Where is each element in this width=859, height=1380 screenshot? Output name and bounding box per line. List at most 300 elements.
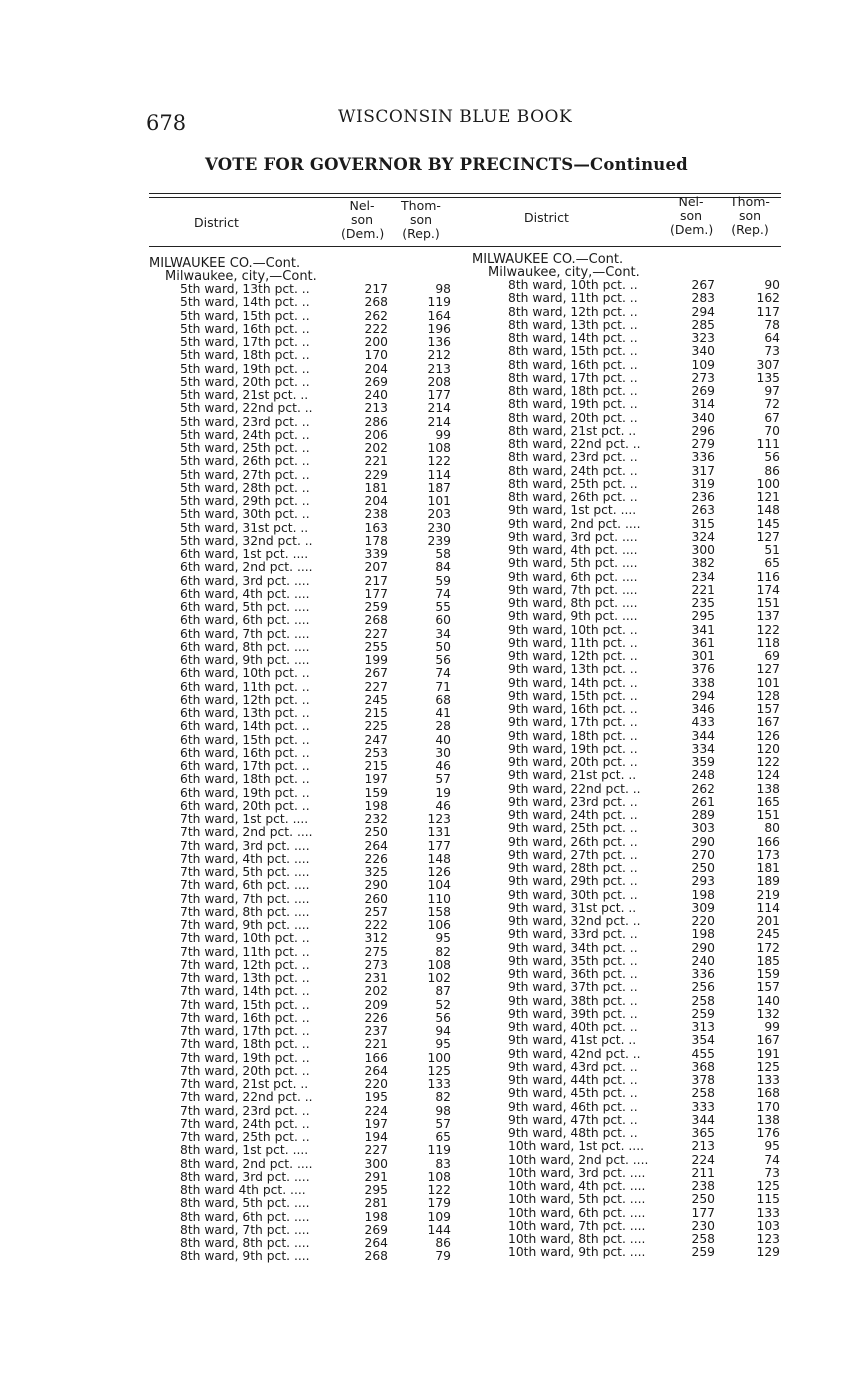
precinct-name: 9th ward, 4th pct. ....	[508, 543, 638, 557]
precinct-name: 7th ward, 7th pct. ....	[180, 891, 310, 906]
precinct-name: 8th ward, 3rd pct. ....	[180, 1169, 310, 1184]
table-row	[472, 769, 788, 782]
precinct-name: 7th ward, 17th pct. ..	[180, 1024, 310, 1038]
thomson-rep-votes: 126	[427, 865, 451, 879]
table-row	[149, 893, 465, 906]
nelson-dem-votes: 109	[691, 357, 715, 372]
nelson-dem-votes: 268	[364, 613, 388, 628]
nelson-dem-votes: 198	[364, 1209, 388, 1224]
precinct-name: 10th ward, 4th pct. ....	[508, 1179, 646, 1193]
table-row	[472, 663, 788, 676]
precinct-name: 9th ward, 10th pct. ..	[508, 622, 638, 637]
precinct-name: 7th ward, 2nd pct. ....	[180, 825, 313, 840]
thomson-rep-votes: 176	[756, 1126, 780, 1140]
table-row	[472, 597, 788, 610]
table-row	[472, 1034, 788, 1047]
precinct-name: 8th ward, 5th pct. ....	[180, 1196, 310, 1211]
thomson-rep-votes: 100	[427, 1050, 451, 1065]
thomson-rep-votes: 74	[435, 666, 451, 681]
table-row	[472, 968, 788, 981]
nelson-dem-votes: 267	[691, 278, 715, 292]
nelson-dem-votes: 236	[691, 490, 715, 504]
table-row	[472, 822, 788, 835]
table-row	[149, 455, 465, 468]
page-number: 678	[146, 111, 187, 135]
thomson-rep-votes: 245	[756, 927, 780, 942]
table-row	[472, 955, 788, 968]
table-row	[149, 1038, 465, 1051]
nelson-dem-votes: 341	[691, 622, 715, 637]
table-row	[149, 906, 465, 919]
thomson-rep-votes: 95	[435, 931, 451, 946]
thomson-rep-votes: 104	[427, 878, 451, 893]
thomson-rep-votes: 82	[435, 944, 451, 959]
nelson-dem-votes: 248	[691, 768, 715, 783]
table-row	[149, 614, 465, 627]
nelson-dem-votes: 199	[364, 653, 388, 667]
thomson-rep-votes: 177	[427, 838, 451, 853]
thomson-rep-votes: 52	[435, 997, 451, 1012]
nelson-dem-votes: 204	[364, 361, 388, 376]
thomson-rep-votes: 135	[756, 370, 780, 385]
nelson-dem-votes: 260	[364, 891, 388, 906]
precinct-name: 9th ward, 7th pct. ....	[508, 582, 638, 597]
precinct-name: 6th ward, 13th pct. ..	[180, 706, 310, 720]
county-heading: MILWAUKEE CO.—Cont.	[472, 252, 624, 267]
table-row	[472, 504, 788, 517]
precinct-name: 9th ward, 28th pct. ..	[508, 861, 638, 875]
thomson-rep-votes: 167	[756, 1033, 780, 1048]
thomson-rep-votes: 133	[756, 1073, 780, 1087]
table-row	[472, 584, 788, 597]
nelson-dem-votes: 267	[364, 666, 388, 681]
table-row	[149, 1025, 465, 1038]
thomson-rep-votes: 60	[435, 613, 451, 628]
thomson-rep-votes: 101	[427, 494, 451, 508]
thomson-rep-votes: 40	[435, 732, 451, 747]
nelson-dem-votes: 259	[364, 600, 388, 614]
table-row	[149, 826, 465, 839]
thomson-rep-votes: 137	[756, 609, 780, 624]
table-row	[149, 800, 465, 813]
thomson-rep-votes: 71	[435, 679, 451, 694]
nelson-dem-votes: 333	[691, 1099, 715, 1114]
precinct-name: 10th ward, 3rd pct. ....	[508, 1165, 646, 1180]
thomson-rep-votes: 177	[427, 388, 451, 402]
table-row	[149, 296, 465, 309]
precinct-name: 8th ward, 25th pct. ..	[508, 476, 638, 491]
precinct-name: 8th ward, 10th pct. ..	[508, 278, 638, 292]
table-row	[149, 336, 465, 349]
precinct-name: 6th ward, 9th pct. ....	[180, 653, 310, 667]
thomson-rep-votes: 67	[764, 410, 780, 425]
precinct-name: 7th ward, 16th pct. ..	[180, 1010, 310, 1025]
thomson-rep-votes: 179	[427, 1196, 451, 1211]
precinct-name: 8th ward, 26th pct. ..	[508, 490, 638, 504]
precinct-name: 9th ward, 21st pct. ..	[508, 768, 637, 783]
precinct-name: 8th ward, 9th pct. ....	[180, 1249, 310, 1264]
nelson-dem-votes: 339	[364, 547, 388, 561]
table-row	[149, 1171, 465, 1184]
thomson-rep-votes: 73	[764, 1165, 780, 1180]
precinct-name: 6th ward, 14th pct. ..	[180, 719, 310, 734]
thomson-rep-votes: 101	[756, 675, 780, 690]
precinct-name: 7th ward, 20th pct. ..	[180, 1063, 310, 1078]
nelson-dem-votes: 225	[364, 719, 388, 734]
nelson-dem-votes: 227	[364, 626, 388, 641]
precinct-name: 8th ward, 20th pct. ..	[508, 410, 638, 425]
thomson-rep-votes: 125	[756, 1059, 780, 1074]
table-row	[149, 1158, 465, 1171]
nelson-dem-votes: 240	[691, 953, 715, 968]
thomson-rep-votes: 164	[427, 308, 451, 323]
county-heading: MILWAUKEE CO.—Cont.	[149, 256, 301, 271]
thomson-rep-votes: 162	[756, 291, 780, 306]
nelson-dem-votes: 368	[691, 1059, 715, 1074]
precinct-name: 9th ward, 41st pct. ..	[508, 1033, 637, 1048]
thomson-rep-votes: 133	[756, 1205, 780, 1220]
thomson-rep-votes: 56	[435, 653, 451, 667]
nelson-dem-votes: 273	[691, 370, 715, 385]
header-line: (Dem.)	[670, 222, 714, 237]
thomson-rep-votes: 123	[427, 812, 451, 826]
precinct-name: 7th ward, 9th pct. ....	[180, 918, 310, 932]
nelson-dem-votes: 259	[691, 1245, 715, 1260]
thomson-rep-votes: 123	[756, 1232, 780, 1246]
nelson-dem-votes: 238	[364, 507, 388, 522]
nelson-dem-votes: 323	[691, 331, 715, 345]
table-row	[472, 1048, 788, 1061]
thomson-rep-votes: 159	[756, 967, 780, 981]
table-row	[472, 372, 788, 385]
precinct-name: 9th ward, 47th pct. ..	[508, 1112, 638, 1127]
table-row	[149, 1091, 465, 1104]
thomson-rep-votes: 119	[427, 295, 451, 310]
precinct-name: 8th ward, 14th pct. ..	[508, 331, 638, 345]
precinct-name: 5th ward, 27th pct. ..	[180, 467, 310, 482]
precinct-name: 8th ward, 22nd pct. ..	[508, 437, 641, 451]
nelson-dem-votes: 263	[691, 503, 715, 518]
thomson-rep-votes: 120	[756, 741, 780, 756]
precinct-name: 5th ward, 31st pct. ..	[180, 520, 309, 535]
nelson-dem-votes: 250	[691, 1192, 715, 1207]
table-row	[472, 491, 788, 504]
precinct-name: 9th ward, 6th pct. ....	[508, 569, 638, 584]
thomson-rep-votes: 46	[435, 759, 451, 773]
nelson-dem-votes: 232	[364, 812, 388, 826]
precinct-name: 7th ward, 23rd pct. ..	[180, 1103, 310, 1118]
header-line: (Rep.)	[731, 222, 769, 237]
nelson-dem-votes: 222	[364, 918, 388, 932]
nelson-dem-votes: 198	[691, 887, 715, 902]
precinct-name: 10th ward, 9th pct. ....	[508, 1245, 646, 1260]
precinct-name: 7th ward, 25th pct. ..	[180, 1130, 310, 1144]
precinct-name: 8th ward, 1st pct. ....	[180, 1143, 309, 1158]
nelson-dem-votes: 319	[691, 476, 715, 491]
table-row	[472, 292, 788, 305]
table-row	[472, 359, 788, 372]
table-row	[472, 319, 788, 332]
nelson-dem-votes: 237	[364, 1024, 388, 1038]
thomson-rep-votes: 129	[756, 1245, 780, 1260]
nelson-dem-votes: 221	[691, 582, 715, 597]
precinct-name: 7th ward, 14th pct. ..	[180, 984, 310, 999]
table-row	[472, 942, 788, 955]
nelson-dem-votes: 245	[364, 692, 388, 707]
precinct-name: 9th ward, 42nd pct. ..	[508, 1046, 641, 1061]
table-row	[149, 1237, 465, 1250]
table-row	[472, 385, 788, 398]
precinct-name: 8th ward 4th pct. ....	[180, 1183, 306, 1197]
thomson-rep-votes: 57	[435, 772, 451, 787]
table-row	[149, 946, 465, 959]
thomson-rep-votes: 34	[435, 626, 451, 641]
precinct-name: 5th ward, 20th pct. ..	[180, 374, 310, 389]
nelson-dem-votes: 255	[364, 639, 388, 654]
table-row	[472, 743, 788, 756]
table-row	[472, 716, 788, 729]
table-row	[472, 610, 788, 623]
thomson-rep-votes: 19	[435, 785, 451, 800]
nelson-dem-votes: 264	[364, 1236, 388, 1250]
table-row	[149, 310, 465, 323]
table-row	[472, 650, 788, 663]
nelson-dem-votes: 224	[364, 1103, 388, 1118]
nelson-dem-votes: 226	[364, 851, 388, 866]
table-row	[472, 1061, 788, 1074]
thomson-rep-header	[725, 195, 775, 237]
nelson-dem-votes: 317	[691, 463, 715, 478]
precinct-name: 5th ward, 25th pct. ..	[180, 441, 310, 455]
precinct-name: 8th ward, 24th pct. ..	[508, 463, 638, 478]
thomson-rep-votes: 173	[756, 847, 780, 862]
table-row	[149, 1224, 465, 1237]
thomson-rep-votes: 73	[764, 344, 780, 359]
table-row	[472, 1207, 788, 1220]
table-row	[472, 544, 788, 557]
precinct-name: 8th ward, 16th pct. ..	[508, 357, 638, 372]
thomson-rep-votes: 168	[756, 1086, 780, 1101]
thomson-rep-votes: 65	[435, 1130, 451, 1144]
thomson-rep-votes: 165	[756, 794, 780, 809]
table-row	[472, 478, 788, 491]
nelson-dem-votes: 230	[691, 1218, 715, 1233]
nelson-dem-votes: 281	[364, 1196, 388, 1211]
thomson-rep-votes: 122	[756, 755, 780, 769]
nelson-dem-votes: 293	[691, 874, 715, 889]
table-row	[149, 707, 465, 720]
nelson-dem-votes: 285	[691, 317, 715, 332]
precinct-name: 9th ward, 29th pct. ..	[508, 874, 638, 889]
table-row	[149, 1065, 465, 1078]
nelson-dem-votes: 220	[364, 1077, 388, 1091]
precinct-name: 6th ward, 15th pct. ..	[180, 732, 310, 747]
table-row	[472, 306, 788, 319]
table-row	[149, 932, 465, 945]
precinct-name: 9th ward, 27th pct. ..	[508, 847, 638, 862]
precinct-name: 6th ward, 7th pct. ....	[180, 626, 310, 641]
table-row	[472, 928, 788, 941]
table-row	[149, 588, 465, 601]
column-header	[472, 194, 788, 246]
thomson-rep-votes: 72	[764, 397, 780, 412]
nelson-dem-votes: 229	[364, 467, 388, 482]
table-row	[472, 1021, 788, 1034]
table-row	[472, 809, 788, 822]
table-row	[149, 654, 465, 667]
nelson-dem-votes: 177	[691, 1205, 715, 1220]
table-row	[149, 681, 465, 694]
table-row	[472, 1220, 788, 1233]
nelson-dem-votes: 359	[691, 755, 715, 769]
table-row	[149, 283, 465, 296]
precinct-name: 8th ward, 7th pct. ....	[180, 1222, 310, 1237]
nelson-dem-votes: 433	[691, 715, 715, 730]
nelson-dem-votes: 202	[364, 984, 388, 999]
thomson-rep-header	[396, 199, 446, 241]
table-row	[472, 1008, 788, 1021]
nelson-dem-votes: 197	[364, 772, 388, 787]
nelson-dem-votes: 209	[364, 997, 388, 1012]
table-row	[472, 1114, 788, 1127]
header-line: Nel-	[678, 194, 704, 209]
precinct-name: 9th ward, 32nd pct. ..	[508, 914, 641, 928]
thomson-rep-votes: 124	[756, 768, 780, 783]
precinct-name: 9th ward, 2nd pct. ....	[508, 516, 641, 531]
nelson-dem-votes: 290	[691, 834, 715, 849]
thomson-rep-votes: 133	[427, 1077, 451, 1091]
thomson-rep-votes: 102	[427, 971, 451, 985]
table-row	[472, 1140, 788, 1153]
nelson-dem-votes: 207	[364, 560, 388, 575]
nelson-dem-votes: 166	[364, 1050, 388, 1065]
table-row	[149, 1184, 465, 1197]
thomson-rep-votes: 157	[756, 980, 780, 995]
table-row	[149, 442, 465, 455]
precinct-name: 9th ward, 36th pct. ..	[508, 967, 638, 981]
nelson-dem-votes: 227	[364, 679, 388, 694]
thomson-rep-votes: 65	[764, 556, 780, 571]
nelson-dem-votes: 296	[691, 423, 715, 438]
table-row	[149, 919, 465, 932]
thomson-rep-votes: 94	[435, 1024, 451, 1038]
nelson-dem-votes: 262	[691, 781, 715, 796]
nelson-dem-votes: 258	[691, 1232, 715, 1246]
thomson-rep-votes: 219	[756, 887, 780, 902]
table-row	[472, 862, 788, 875]
thomson-rep-votes: 114	[756, 900, 780, 915]
precinct-name: 6th ward, 4th pct. ....	[180, 586, 310, 601]
precinct-name: 10th ward, 8th pct. ....	[508, 1232, 646, 1246]
header-line: Nel-	[349, 198, 375, 213]
precinct-list	[149, 283, 465, 1264]
precinct-name: 9th ward, 37th pct. ..	[508, 980, 638, 995]
thomson-rep-votes: 166	[756, 834, 780, 849]
nelson-dem-votes: 268	[364, 295, 388, 310]
nelson-dem-votes: 275	[364, 944, 388, 959]
nelson-dem-votes: 361	[691, 635, 715, 650]
nelson-dem-votes: 315	[691, 516, 715, 531]
thomson-rep-votes: 187	[427, 480, 451, 495]
thomson-rep-votes: 98	[435, 282, 451, 296]
thomson-rep-votes: 121	[756, 490, 780, 504]
precinct-name: 7th ward, 24th pct. ..	[180, 1116, 310, 1131]
precinct-name: 10th ward, 1st pct. ....	[508, 1139, 645, 1154]
precinct-name: 6th ward, 5th pct. ....	[180, 600, 310, 614]
thomson-rep-votes: 122	[756, 622, 780, 637]
nelson-dem-votes: 264	[364, 838, 388, 853]
nelson-dem-votes: 313	[691, 1020, 715, 1034]
precinct-name: 6th ward, 1st pct. ....	[180, 547, 309, 561]
thomson-rep-votes: 131	[427, 825, 451, 840]
nelson-dem-votes: 286	[364, 414, 388, 429]
table-row	[472, 425, 788, 438]
thomson-rep-votes: 95	[764, 1139, 780, 1154]
precinct-name: 9th ward, 45th pct. ..	[508, 1086, 638, 1101]
thomson-rep-votes: 74	[435, 586, 451, 601]
thomson-rep-votes: 170	[756, 1099, 780, 1114]
header-line: son	[409, 212, 433, 227]
table-row	[149, 1052, 465, 1065]
precinct-name: 5th ward, 22nd pct. ..	[180, 401, 313, 416]
nelson-dem-header	[341, 199, 383, 241]
table-row	[472, 703, 788, 716]
precinct-name: 5th ward, 19th pct. ..	[180, 361, 310, 376]
nelson-dem-votes: 295	[364, 1183, 388, 1197]
thomson-rep-votes: 126	[756, 728, 780, 743]
precinct-name: 6th ward, 16th pct. ..	[180, 745, 310, 760]
table-row	[149, 1197, 465, 1210]
thomson-rep-votes: 108	[427, 1169, 451, 1184]
table-row	[472, 1193, 788, 1206]
table-row	[472, 465, 788, 478]
nelson-dem-votes: 259	[691, 1006, 715, 1021]
thomson-rep-votes: 189	[756, 874, 780, 889]
thomson-rep-votes: 79	[435, 1249, 451, 1264]
nelson-dem-votes: 250	[691, 861, 715, 875]
thomson-rep-votes: 151	[756, 596, 780, 610]
precinct-name: 9th ward, 31st pct. ..	[508, 900, 637, 915]
nelson-dem-votes: 217	[364, 573, 388, 588]
precinct-name: 9th ward, 39th pct. ..	[508, 1006, 638, 1021]
nelson-dem-votes: 240	[364, 388, 388, 402]
thomson-rep-votes: 56	[764, 450, 780, 465]
thomson-rep-votes: 138	[756, 1112, 780, 1127]
table-row	[149, 1144, 465, 1157]
thomson-rep-votes: 95	[435, 1037, 451, 1052]
thomson-rep-votes: 144	[427, 1222, 451, 1237]
precinct-name: 6th ward, 19th pct. ..	[180, 785, 310, 800]
precinct-name: 9th ward, 12th pct. ..	[508, 649, 638, 663]
precinct-name: 6th ward, 6th pct. ....	[180, 613, 310, 628]
precinct-name: 7th ward, 11th pct. ..	[180, 944, 310, 959]
thomson-rep-votes: 108	[427, 957, 451, 972]
nelson-dem-votes: 290	[364, 878, 388, 893]
nelson-dem-votes: 382	[691, 556, 715, 571]
nelson-dem-votes: 250	[364, 825, 388, 840]
table-row	[149, 734, 465, 747]
nelson-dem-votes: 291	[364, 1169, 388, 1184]
nelson-dem-votes: 195	[364, 1090, 388, 1105]
thomson-rep-votes: 106	[427, 918, 451, 932]
precinct-name: 9th ward, 11th pct. ..	[508, 635, 638, 650]
thomson-rep-votes: 214	[427, 401, 451, 416]
precinct-name: 7th ward, 22nd pct. ..	[180, 1090, 313, 1105]
precinct-name: 9th ward, 3rd pct. ....	[508, 529, 638, 544]
table-row	[149, 508, 465, 521]
nelson-dem-votes: 336	[691, 450, 715, 465]
precinct-name: 9th ward, 16th pct. ..	[508, 702, 638, 716]
